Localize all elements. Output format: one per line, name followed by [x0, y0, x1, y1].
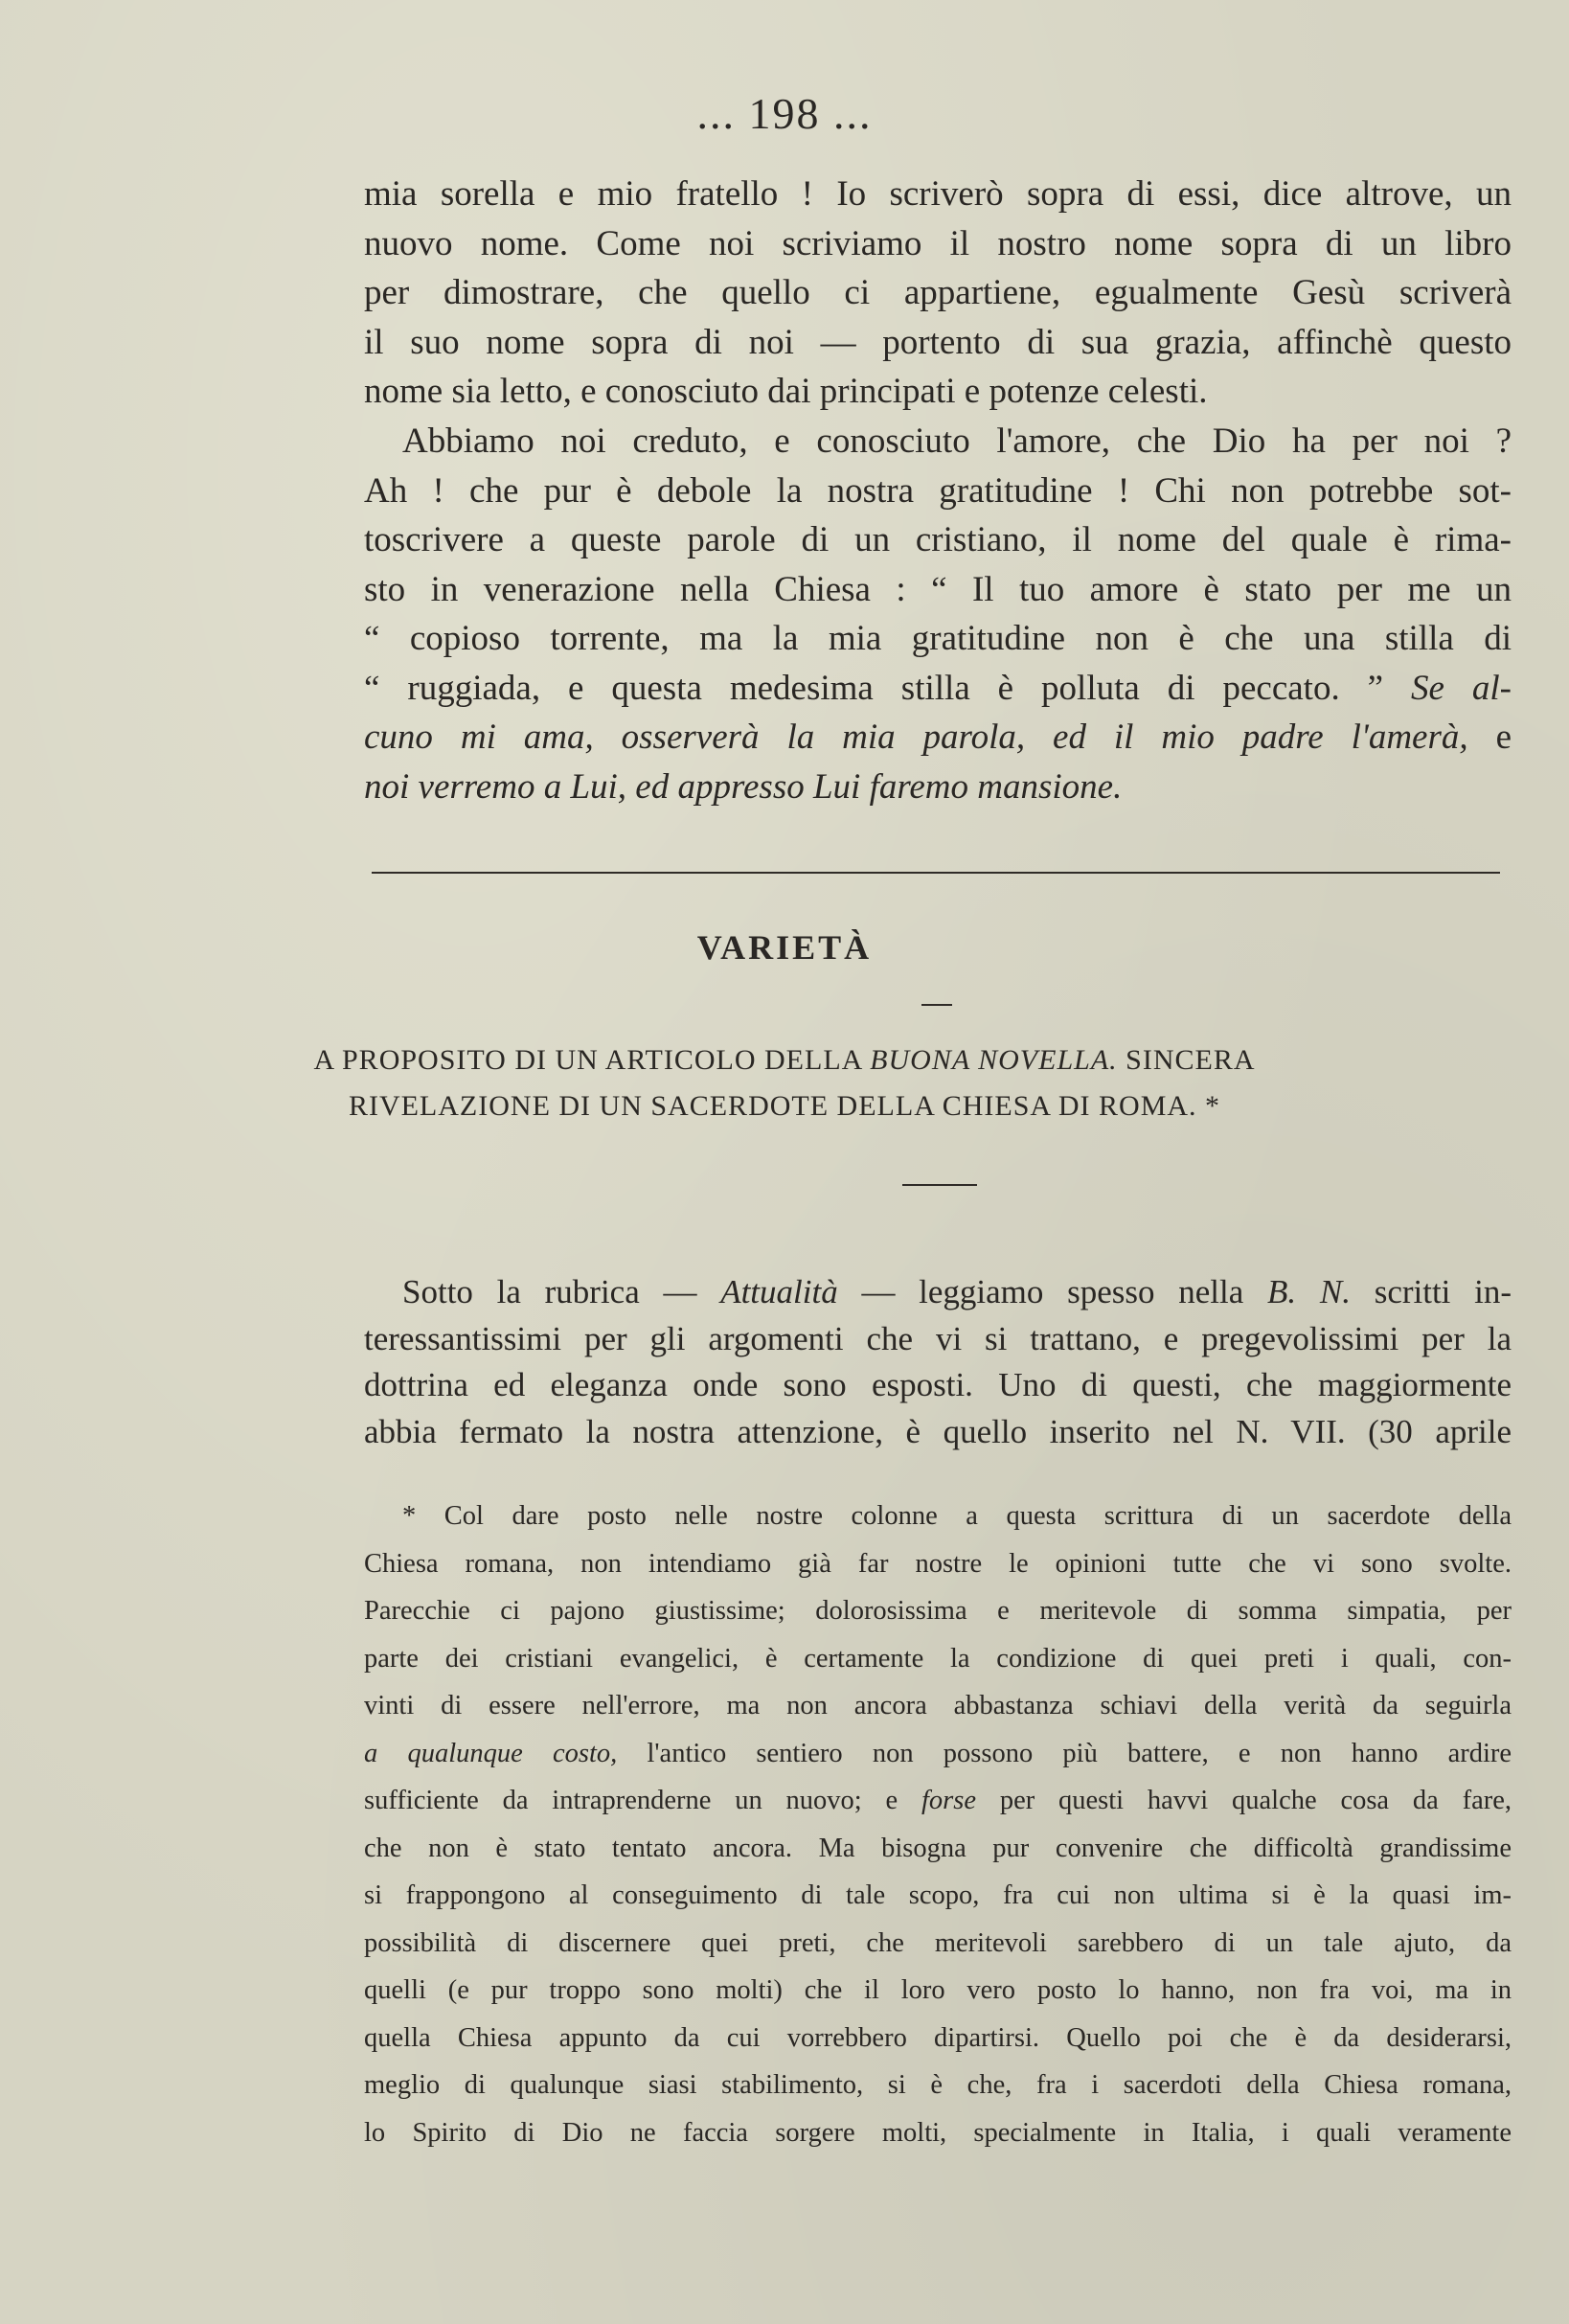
- text-run: “ ruggiada, e questa medesima stilla è polluta di peccato. ”: [364, 668, 1384, 708]
- text-line: dottrina ed eleganza onde sono esposti. Uno di questi, che maggiormente: [364, 1366, 1512, 1403]
- footnote-line: lo Spirito di Dio ne faccia sorgere molti, specialmente in Italia, i quali veramente: [364, 2117, 1512, 2148]
- text-line: nuovo nome. Come noi scriviamo il nostro nome sopra di un libro: [364, 223, 1512, 263]
- italic-run: forse: [921, 1786, 976, 1815]
- text-line: [364, 664, 1512, 714]
- text-line: teressantissimi per gli argomenti che vi si trattano, e pregevolissimi per la: [364, 1319, 1512, 1357]
- text-run: e: [1495, 718, 1512, 757]
- paragraph-2: [364, 417, 1512, 811]
- subtitle-line: [0, 1037, 1569, 1083]
- footnote-line: [364, 1730, 1512, 1778]
- text-run: sufficiente da intraprenderne un nuovo; e: [364, 1786, 898, 1815]
- text-run: Sotto la rubrica —: [402, 1273, 697, 1310]
- text-line: per dimostrare, che quello ci appartiene, egualmente Gesù scriverà: [364, 273, 1512, 312]
- italic-run: noi verremo a Lui, ed appresso Lui faremo mansione.: [364, 766, 1123, 807]
- text-line: il suo nome sopra di noi — portento di sua grazia, affinchè questo: [364, 322, 1512, 362]
- text-run: l'antico sentiero non possono più battere, e non hanno ardire: [647, 1738, 1512, 1768]
- text-line: sto in venerazione nella Chiesa : “ Il tuo amore è stato per me un: [364, 569, 1512, 609]
- italic-run: a qualunque costo,: [364, 1738, 618, 1768]
- text-run: SINCERA: [1126, 1044, 1256, 1076]
- section-divider-rule: [372, 872, 1500, 874]
- footnote: [364, 1492, 1512, 2156]
- text-line: [364, 1269, 1512, 1316]
- italic-run: cuno mi ama, osserverà la mia parola, ed il mio padre l'amerà,: [364, 718, 1468, 757]
- paragraph-3: [364, 1269, 1512, 1455]
- text-run: scritti in-: [1374, 1273, 1512, 1310]
- footnote-line: Parecchie ci pajono giustissime; dolorosissima e meritevole di somma simpatia, per: [364, 1596, 1512, 1626]
- footnote-line: quelli (e pur troppo sono molti) che il loro vero posto lo hanno, non fra voi, ma in: [364, 1975, 1512, 2005]
- text-line: mia sorella e mio fratello ! Io scriverò sopra di essi, dice altrove, un: [364, 174, 1512, 214]
- italic-run: Se al-: [1411, 668, 1512, 708]
- footnote-line: vinti di essere nell'errore, ma non ancora abbastanza schiavi della verità da seguirla: [364, 1691, 1512, 1720]
- italic-run: BUONA NOVELLA.: [870, 1044, 1118, 1076]
- paragraph-1: [364, 170, 1512, 417]
- footnote-line: [364, 1777, 1512, 1825]
- footnote-line: * Col dare posto nelle nostre colonne a questa scrittura di un sacerdote della: [402, 1501, 1512, 1531]
- italic-run: B. N.: [1267, 1273, 1351, 1310]
- title-dash: [921, 1004, 952, 1006]
- text-line: Abbiamo noi creduto, e conosciuto l'amore, che Dio ha per noi ?: [402, 422, 1512, 461]
- footnote-line: quella Chiesa appunto da cui vorrebbero dipartirsi. Quello poi che è da desiderarsi,: [364, 2022, 1512, 2053]
- text-line: “ copioso torrente, ma la mia gratitudine non è che una stilla di: [364, 619, 1512, 658]
- text-line: toscrivere a queste parole di un cristiano, il nome del quale è rima-: [364, 520, 1512, 559]
- text-run: A PROPOSITO DI UN ARTICOLO DELLA: [313, 1044, 862, 1076]
- footnote-line: che non è stato tentato ancora. Ma bisogna pur convenire che difficoltà grandissime: [364, 1833, 1512, 1863]
- text-line: abbia fermato la nostra attenzione, è quello inserito nel N. VII. (30 aprile: [364, 1412, 1512, 1450]
- text-line: Ah ! che pur è debole la nostra gratitudine ! Chi non potrebbe sot-: [364, 470, 1512, 511]
- article-subtitle: [0, 1037, 1569, 1129]
- footnote-line: Chiesa romana, non intendiamo già far nostre le opinioni tutte che vi sono svolte.: [364, 1548, 1512, 1579]
- text-line: nome sia letto, e conosciuto dai principati e potenze celesti.: [364, 372, 1208, 411]
- footnote-line: possibilità di discernere quei preti, che meritevoli sarebbero di un tale ajuto, da: [364, 1927, 1512, 1958]
- page-number-header: ... 198 ...: [696, 89, 873, 138]
- subtitle-line: RIVELAZIONE DI UN SACERDOTE DELLA CHIESA DI ROMA. *: [348, 1090, 1221, 1122]
- text-line: [364, 713, 1512, 763]
- text-run: — leggiamo spesso nella: [861, 1273, 1244, 1310]
- subtitle-dash: [902, 1184, 977, 1186]
- footnote-line: meglio di qualunque siasi stabilimento, si è che, fra i sacerdoti della Chiesa romana,: [364, 2070, 1512, 2100]
- text-line: [364, 763, 1512, 812]
- italic-run: Attualità: [720, 1273, 838, 1310]
- footnote-line: parte dei cristiani evangelici, è certamente la condizione di quei preti i quali, con-: [364, 1643, 1512, 1674]
- footnote-line: si frappongono al conseguimento di tale scopo, fra cui non ultima si è la quasi im-: [364, 1880, 1512, 1910]
- section-title: VARIETÀ: [696, 928, 873, 967]
- text-run: per questi havvi qualche cosa da fare,: [999, 1786, 1512, 1815]
